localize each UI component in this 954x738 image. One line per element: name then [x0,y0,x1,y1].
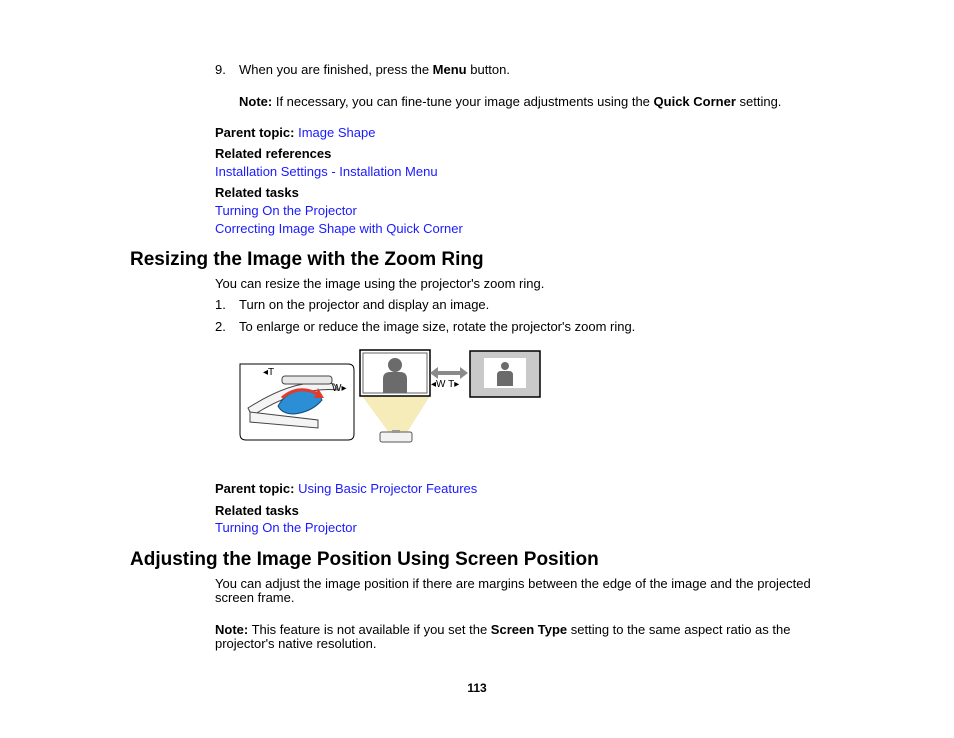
zoom-step-2: To enlarge or reduce the image size, rotate the projector's zoom ring. [239,319,636,334]
w-t-letters: W T [436,379,455,390]
projector-body [380,432,412,442]
zoom-step-1-number: 1. [215,297,226,312]
arrow-label: ◂W T▸ [431,379,460,390]
person-head-small [501,362,509,370]
t-letter: T [268,367,275,378]
zoom-illustration [238,346,542,450]
position-note-line2: projector's native resolution. [215,636,377,651]
position-intro-line2: screen frame. [215,590,295,605]
turning-on-projector-link[interactable]: Turning On the Projector [215,203,357,218]
step-text: When you are finished, press the [239,62,433,77]
step-text-end: button. [466,62,510,77]
zoom-step-2-number: 2. [215,319,226,334]
label-w-right: W▸ [332,383,347,394]
parent-topic-1 [215,125,375,141]
position-intro-line1: You can adjust the image position if there are margins between the edge of the image and the projected [215,576,811,591]
label-t-left: ◂T [263,367,275,378]
turning-on-projector-link-2[interactable]: Turning On the Projector [215,520,357,535]
menu-term: Menu [432,62,467,77]
note-label: Note: [239,94,273,109]
projection-beam [362,396,430,434]
quick-corner-term: Quick Corner [653,94,736,109]
step-9-text [239,62,510,78]
zoom-double-arrow [430,367,468,379]
note-text-2-end: setting to the same aspect ratio as the [567,622,791,637]
projector-lens [392,430,400,433]
note-quick-corner [239,94,781,110]
note-text-2: This feature is not available if you set the [248,622,491,637]
parent-topic-2 [215,481,477,497]
zoom-intro: You can resize the image using the projector's zoom ring. [215,276,545,291]
page-number: 113 [467,681,487,695]
step-number: 9. [215,62,226,77]
person-body-large [383,372,407,393]
zoom-ring-figure [238,346,542,450]
w-letter: W [332,383,342,394]
screen-type-term: Screen Type [490,622,568,637]
basic-features-link[interactable]: Using Basic Projector Features [298,481,478,496]
parent-topic-label: Parent topic: [215,125,295,140]
related-tasks-label: Related tasks [215,185,299,200]
note-text-end: setting. [735,94,782,109]
note-text: If necessary, you can fine-tune your image adjustments using the [272,94,654,109]
correcting-image-shape-link[interactable]: Correcting Image Shape with Quick Corner [215,221,463,236]
related-tasks-label-2: Related tasks [215,503,299,518]
installation-settings-link[interactable]: Installation Settings - Installation Menu [215,164,438,179]
related-references-label: Related references [215,146,332,161]
step-9 [215,62,226,78]
person-body-small [497,371,513,386]
parent-topic-label-2: Parent topic: [215,481,295,496]
zoom-step-1: Turn on the projector and display an image. [239,297,490,312]
person-head-large [388,358,402,372]
zoom-ring-band [282,376,332,384]
image-shape-link[interactable]: Image Shape [298,125,376,140]
screen-position-heading: Adjusting the Image Position Using Screen Position [130,549,599,570]
zoom-ring-heading: Resizing the Image with the Zoom Ring [130,249,484,270]
note-label-2: Note: [215,622,249,637]
